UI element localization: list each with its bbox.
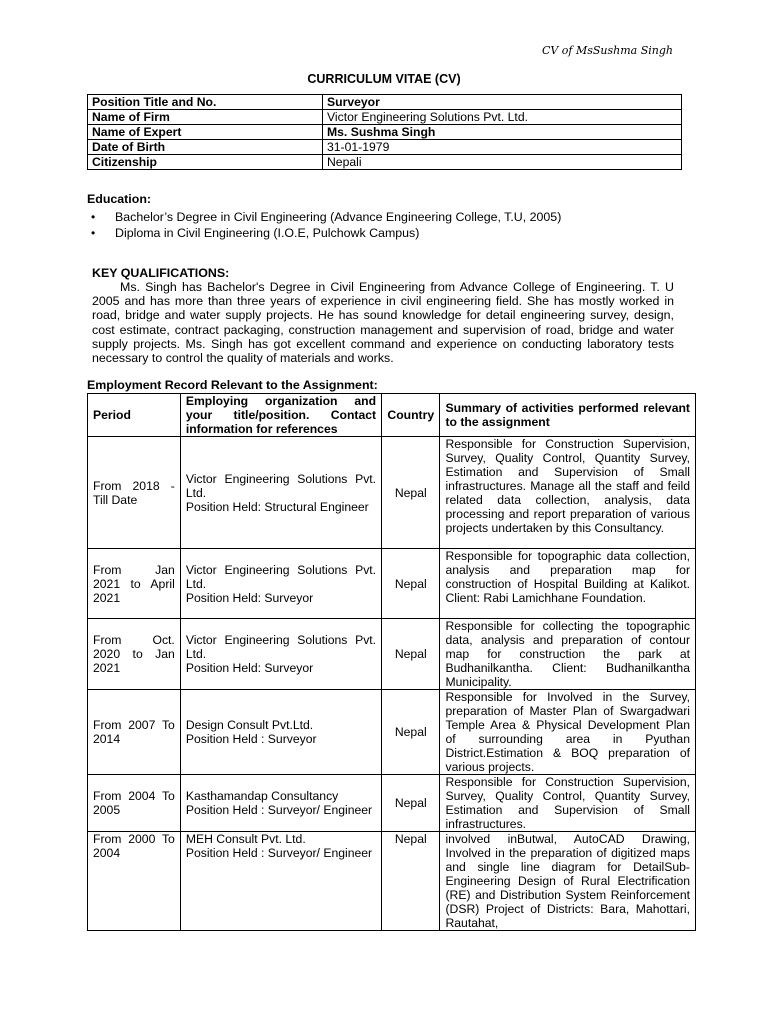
- info-label: Name of Expert: [88, 125, 323, 140]
- employment-header-row: [88, 394, 696, 437]
- info-row: [88, 155, 682, 170]
- organization-line: Kasthamandap Consultancy: [185, 789, 339, 803]
- organization-line: Position Held : Surveyor: [185, 732, 317, 746]
- column-header-summary: Summary of activities performed relevant to the assignment: [440, 394, 696, 437]
- education-item: • Diploma in Civil Engineering (I.O.E, Pulchowk Campus): [87, 225, 561, 241]
- column-header-country: Country: [382, 394, 440, 437]
- country-cell: Nepal: [382, 437, 440, 549]
- summary-cell: Responsible for topographic data collection, analysis and preparation map for construction of Hospital Building at Kalikot. Client: Rabi Lamichhane Foundation.: [440, 549, 696, 619]
- period-cell: From 2004 To 2005: [88, 775, 181, 832]
- column-header-period: Period: [88, 394, 181, 437]
- summary-cell: Responsible for Construction Supervision, Survey, Quality Control, Quantity Survey, Estimation and Supervision of Small infrastructures.: [440, 775, 696, 832]
- organization-line: Position Held: Surveyor: [185, 590, 314, 605]
- organization-line: Design Consult Pvt.Ltd.: [185, 718, 314, 732]
- summary-cell: Responsible for Construction Supervision, Survey, Quality Control, Quantity Survey, Estimation and Supervision of Small infrastructures. Manage all the staff and feild related data collection, analysis, data processing and report preparation of various projects undertaken by this Consultancy.: [440, 437, 696, 549]
- info-value: Surveyor: [323, 95, 682, 110]
- summary-cell: Responsible for collecting the topographic data, analysis and preparation of contour map for construction the park at Budhanilkantha. Client: Budhanilkantha Municipality.: [440, 619, 696, 690]
- info-label: Date of Birth: [88, 140, 323, 155]
- info-label: Citizenship: [88, 155, 323, 170]
- organization-line: Victor Engineering Solutions Pvt. Ltd.: [185, 562, 377, 591]
- organization-line: Position Held: Surveyor: [185, 661, 314, 675]
- period-cell: From 2007 To 2014: [88, 690, 181, 775]
- info-label: Name of Firm: [88, 110, 323, 125]
- period-cell: From 2018 - Till Date: [88, 437, 181, 549]
- country-cell: Nepal: [382, 549, 440, 619]
- period-cell: From 2000 To 2004: [88, 832, 181, 931]
- education-heading: Education:: [87, 192, 152, 206]
- employment-row: [88, 437, 696, 549]
- organization-cell: [180, 437, 381, 549]
- education-list: [87, 209, 561, 241]
- info-row: [88, 95, 682, 110]
- employment-table: [87, 393, 696, 931]
- info-row: [88, 125, 682, 140]
- summary-cell: involved inButwal, AutoCAD Drawing, Involved in the preparation of digitized maps and single line diagram for DetailSub-Engineering Design of Rural Electrification (RE) and Distribution System Reinforcement (DSR) Project of Districts: Bara, Mahottari, Rautahat,: [440, 832, 696, 931]
- organization-line: Position Held : Surveyor/ Engineer: [185, 846, 373, 860]
- employment-row: [88, 619, 696, 690]
- employment-row: [88, 549, 696, 619]
- organization-line: Victor Engineering Solutions Pvt. Ltd.: [185, 633, 377, 661]
- info-label: Position Title and No.: [88, 95, 323, 110]
- education-item: • Bachelor’s Degree in Civil Engineering (Advance Engineering College, T.U, 2005): [87, 209, 561, 225]
- employment-row: [88, 775, 696, 832]
- organization-cell: [180, 549, 381, 619]
- employment-heading: Employment Record Relevant to the Assignment:: [87, 378, 378, 392]
- running-header: CV of MsSushma Singh: [541, 44, 673, 57]
- summary-cell: Responsible for Involved in the Survey, preparation of Master Plan of Swargadwari Temple Area & Physical Development Plan of surrounding area in Pyuthan District.Estimation & BOQ preparation of various projects.: [440, 690, 696, 775]
- country-cell: Nepal: [382, 775, 440, 832]
- organization-cell: [180, 832, 381, 931]
- organization-cell: [180, 690, 381, 775]
- organization-line: Victor Engineering Solutions Pvt. Ltd.: [185, 471, 377, 500]
- period-cell: From Jan 2021 to April 2021: [88, 549, 181, 619]
- organization-line: MEH Consult Pvt. Ltd.: [185, 832, 306, 846]
- employment-row: [88, 690, 696, 775]
- info-value: Nepali: [323, 155, 682, 170]
- organization-cell: [180, 775, 381, 832]
- period-cell: From Oct. 2020 to Jan 2021: [88, 619, 181, 690]
- info-value: Victor Engineering Solutions Pvt. Ltd.: [323, 110, 682, 125]
- key-qualifications-text: Ms. Singh has Bachelor's Degree in Civil Engineering from Advance College of Engineering. T. U 2005 and has more than three years of experience in civil engineering field. She has mostly worked in road, bridge and water supply projects. He has sound knowledge for detail engineering survey, design, cost estimate, contract packaging, construction management and supervision of road, bridge and water supply projects. Ms. Singh has got excellent command and experience on conducting laboratory tests necessary to control the quality of materials and works.: [92, 280, 674, 366]
- country-cell: Nepal: [382, 690, 440, 775]
- key-qualifications-heading: KEY QUALIFICATIONS:: [92, 266, 230, 280]
- info-value: 31-01-1979: [323, 140, 682, 155]
- country-cell: Nepal: [382, 832, 440, 931]
- country-cell: Nepal: [382, 619, 440, 690]
- employment-row: [88, 832, 696, 931]
- organization-line: Position Held : Surveyor/ Engineer: [185, 803, 373, 817]
- organization-cell: [180, 619, 381, 690]
- organization-line: Position Held: Structural Engineer: [185, 499, 369, 514]
- column-header-organization: Employing organization and your title/position. Contact information for references: [180, 394, 381, 437]
- info-value: Ms. Sushma Singh: [323, 125, 682, 140]
- document-title: CURRICULUM VITAE (CV): [307, 72, 461, 86]
- info-row: [88, 140, 682, 155]
- info-row: [88, 110, 682, 125]
- personal-info-table: [87, 94, 682, 170]
